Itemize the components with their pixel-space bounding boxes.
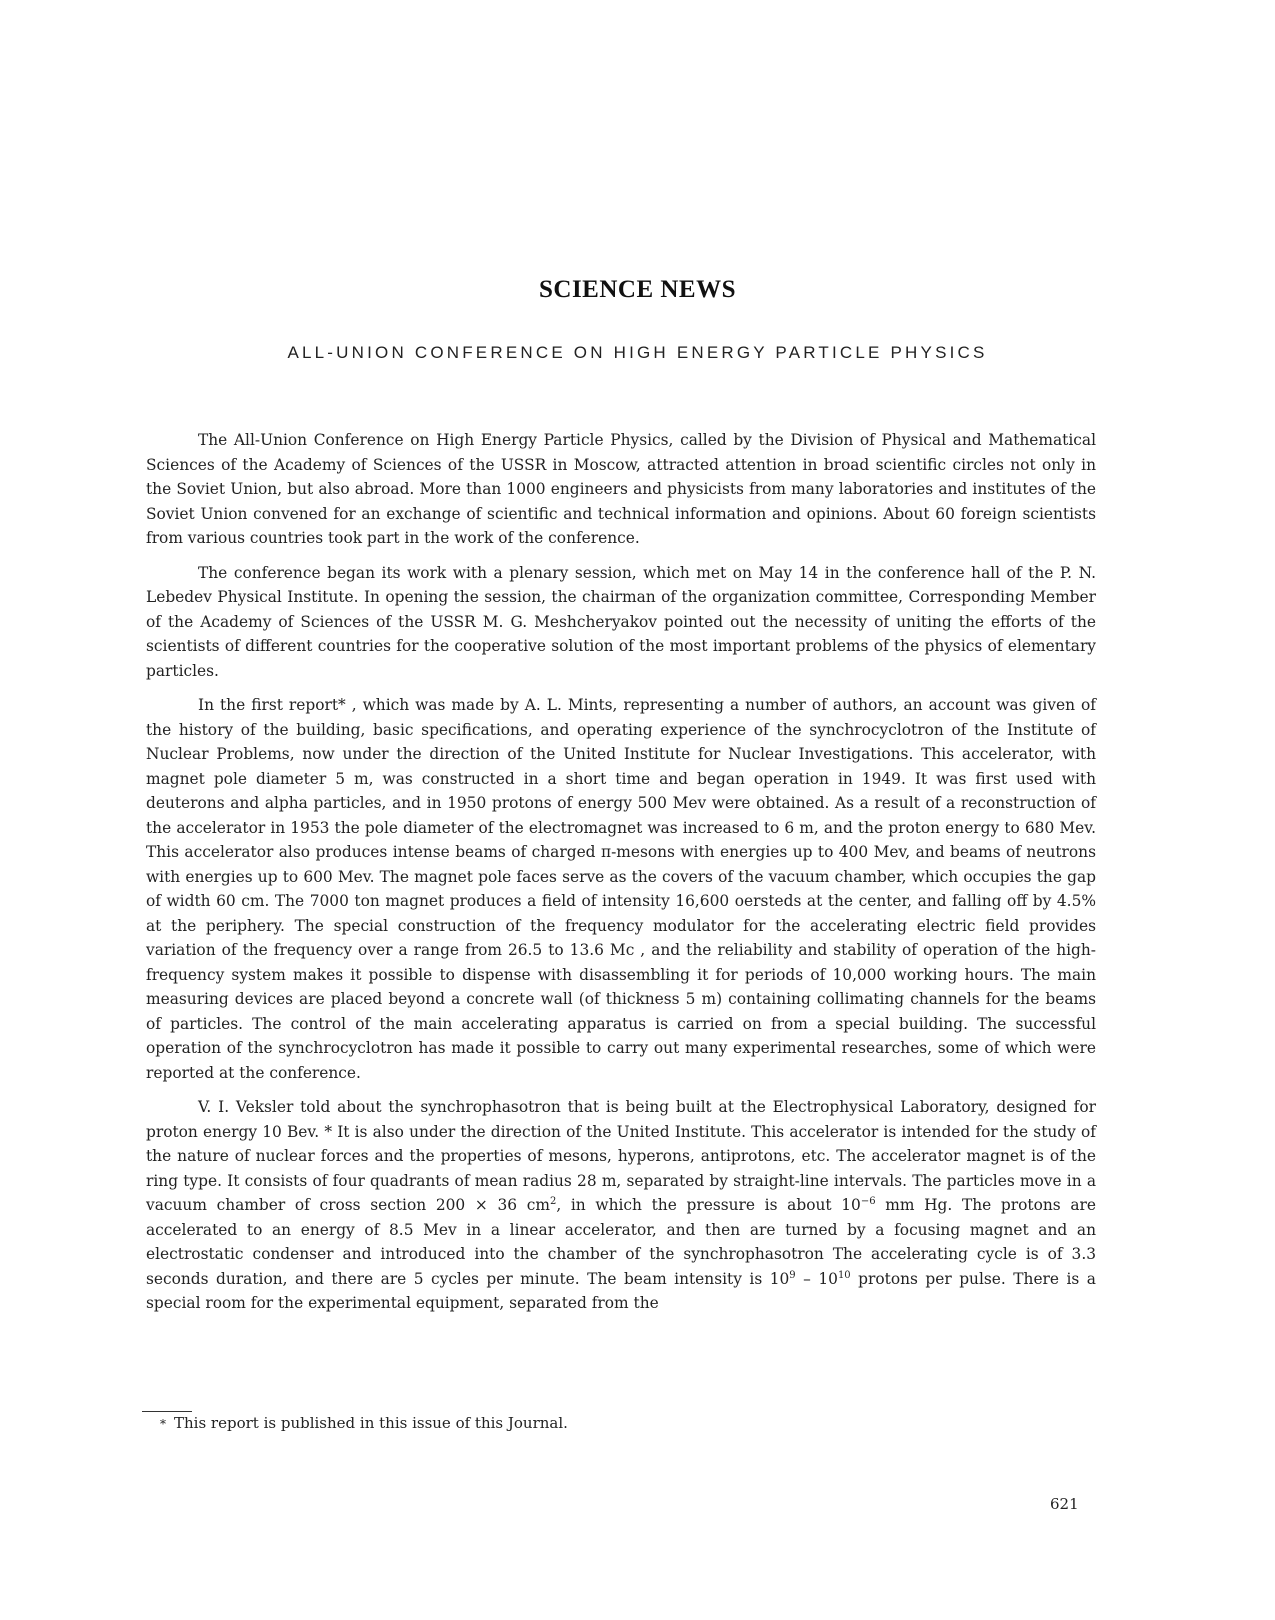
paragraph-4-text-d: – 10 (795, 1269, 838, 1288)
page-number: 621 (1050, 1495, 1079, 1513)
paragraph-2: The conference began its work with a plenary session, which met on May 14 in the conference hall of the P. N. Lebedev Physical Institute. In opening the session, the chairman of the organization committee, Corresponding Member of the Academy of Sciences of the USSR M. G. Meshcheryakov pointed out the necessity of uniting the efforts of the scientists of different countries for the cooperative solution of the most important problems of the physics of elementary particles. (146, 563, 1096, 680)
paragraph-4-text-c: mm Hg. The protons are accelerated to an energy of 8.5 Mev in a linear accelerator, and then are turned by a focusing magnet and an electrostatic condenser and introduced into the chamber of the synchrophasotron The accelerating cycle is of 3.3 seconds duration, and there are 5 cycles per minute. The beam intensity is 10 (146, 1196, 1096, 1288)
article-subtitle: ALL-UNION CONFERENCE ON HIGH ENERGY PARTICLE PHYSICS (287, 343, 988, 362)
paragraph-4 (146, 1095, 1096, 1316)
footnote (160, 1414, 568, 1432)
page-title: SCIENCE NEWS (538, 276, 737, 303)
footnote-divider (142, 1411, 192, 1412)
paragraph-1: The All-Union Conference on High Energy Particle Physics, called by the Division of Physical and Mathematical Sciences of the Academy of Sciences of the USSR in Moscow, attracted attention in broad scientific circles not only in the Soviet Union, but also abroad. More than 1000 engineers and physicists from many laboratories and institutes of the Soviet Union convened for an exchange of scientific and technical information and opinions. About 60 foreign scientists from various countries took part in the work of the conference. (146, 431, 1096, 547)
paragraph-4-text-e: protons per pulse. There is a special room for the experimental equipment, separated from the (146, 1269, 1096, 1312)
superscript-exponent-pressure: −6 (860, 1195, 876, 1207)
superscript-squared: 2 (549, 1195, 557, 1207)
paragraph-3: In the first report* , which was made by A. L. Mints, representing a number of authors, an account was given of the history of the building, basic specifications, and operating experience of the synchrocyclotron of the Institute of Nuclear Problems, now under the direction of the United Institute for Nuclear Investigations. This accelerator, with magnet pole diameter 5 m, was constructed in a short time and began operation in 1949. It was first used with deuterons and alpha particles, and in 1950 protons of energy 500 Mev were obtained. As a result of a reconstruction of the accelerator in 1953 the pole diameter of the electromagnet was increased to 6 m, and the proton energy to 680 Mev. This accelerator also produces intense beams of charged π-mesons with energies up to 400 Mev, and beams of neutrons with energies up to 600 Mev. The magnet pole faces serve as the covers of the vacuum chamber, which occupies the gap of width 60 cm. The 7000 ton magnet produces a field of intensity 16,600 oersteds at the center, and falling off by 4.5% at the periphery. The special construction of the frequency modulator for the accelerating electric field provides variation of the frequency over a range from 26.5 to 13.6 Mc , and the reliability and stability of operation of the high-frequency system makes it possible to dispense with disassembling it for periods of 10,000 working hours. The main measuring devices are placed beyond a concrete wall (of thickness 5 m) containing collimating channels for the beams of particles. The control of the main accelerating apparatus is carried on from a special building. The successful operation of the synchrocyclotron has made it possible to carry out many experimental researches, some of which were reported at the conference. (146, 696, 1096, 1082)
footnote-text: This report is published in this issue of this Journal. (174, 1414, 568, 1432)
footnote-mark: * (160, 1417, 166, 1431)
superscript-exponent-9: 9 (789, 1269, 796, 1281)
paragraph-4-text-a: V. I. Veksler told about the synchrophasotron that is being built at the Electrophysical Laboratory, designed for proton energy 10 Bev. * It is also under the direction of the United Institute. This accelerator is intended for the study of the nature of nuclear forces and the properties of mesons, hyperons, antiprotons, etc. The accelerator magnet is of the ring type. It consists of four quadrants of mean radius 28 m, separated by straight-line intervals. The particles move in a vacuum chamber of cross section 200 × 36 cm (146, 1098, 1096, 1214)
article-body (146, 428, 1096, 1326)
superscript-exponent-10: 10 (837, 1269, 851, 1281)
paragraph-4-text-b: , in which the pressure is about 10 (556, 1196, 861, 1214)
